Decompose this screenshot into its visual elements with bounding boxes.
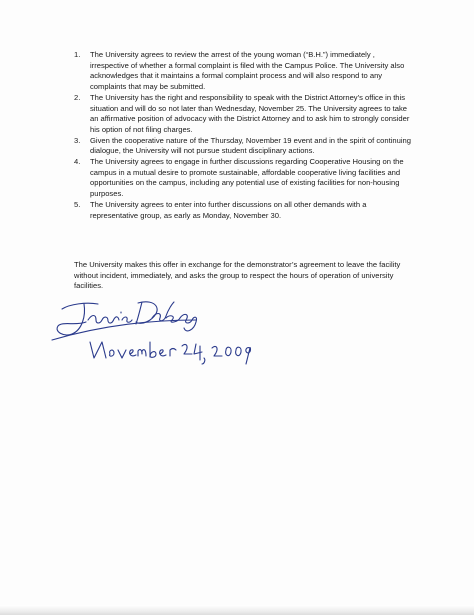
item-number: 4. (74, 157, 81, 167)
item-number: 1. (74, 50, 81, 59)
handwritten-signature (46, 290, 256, 370)
list-item (74, 93, 414, 136)
list-item (74, 50, 414, 93)
item-text: The University agrees to engage in further discussions regarding Cooperative Housing on the campus in a mutual desire to promote sustainable, affordable cooperative living facilities and opportunities on the campus, including any potential use of existing facilities for non-housing purposes. (90, 157, 404, 199)
closing-paragraph: The University makes this offer in exchange for the demonstrator’s agreement to leave the facility without incident, immediately, and asks the group to respect the hours of operation of university facilities. (74, 260, 401, 291)
item-number: 2. (74, 92, 81, 102)
item-text: The University agrees to enter into further discussions on all other demands with a representative group, as early as Monday, November 30. (90, 199, 367, 220)
item-text: Given the cooperative nature of the Thursday, November 19 event and in the spirit of continuing dialogue, the University will not pursue student disciplinary actions. (90, 135, 411, 156)
list-item (74, 157, 414, 200)
list-item (74, 200, 414, 221)
demands-list (74, 50, 414, 221)
item-number: 5. (74, 199, 81, 209)
item-text: The University agrees to review the arrest of the young woman (“B.H.”) immediately , irrespective of whether a formal complaint is filed with the Campus Police. The University also acknowledges that it maintains a formal complaint process and will also respond to any complaints that may be submitted. (90, 50, 405, 92)
item-number: 3. (74, 135, 81, 145)
list-item (74, 136, 414, 157)
item-text: The University has the right and responsibility to speak with the District Attorney’s office in this situation and will do so not later than Wednesday, November 25. The University agrees to take an affirmative position of advocacy with the District Attorney and to ask him to strongly consider his option of not filing charges. (90, 92, 410, 134)
scan-edge-shadow (0, 605, 474, 615)
